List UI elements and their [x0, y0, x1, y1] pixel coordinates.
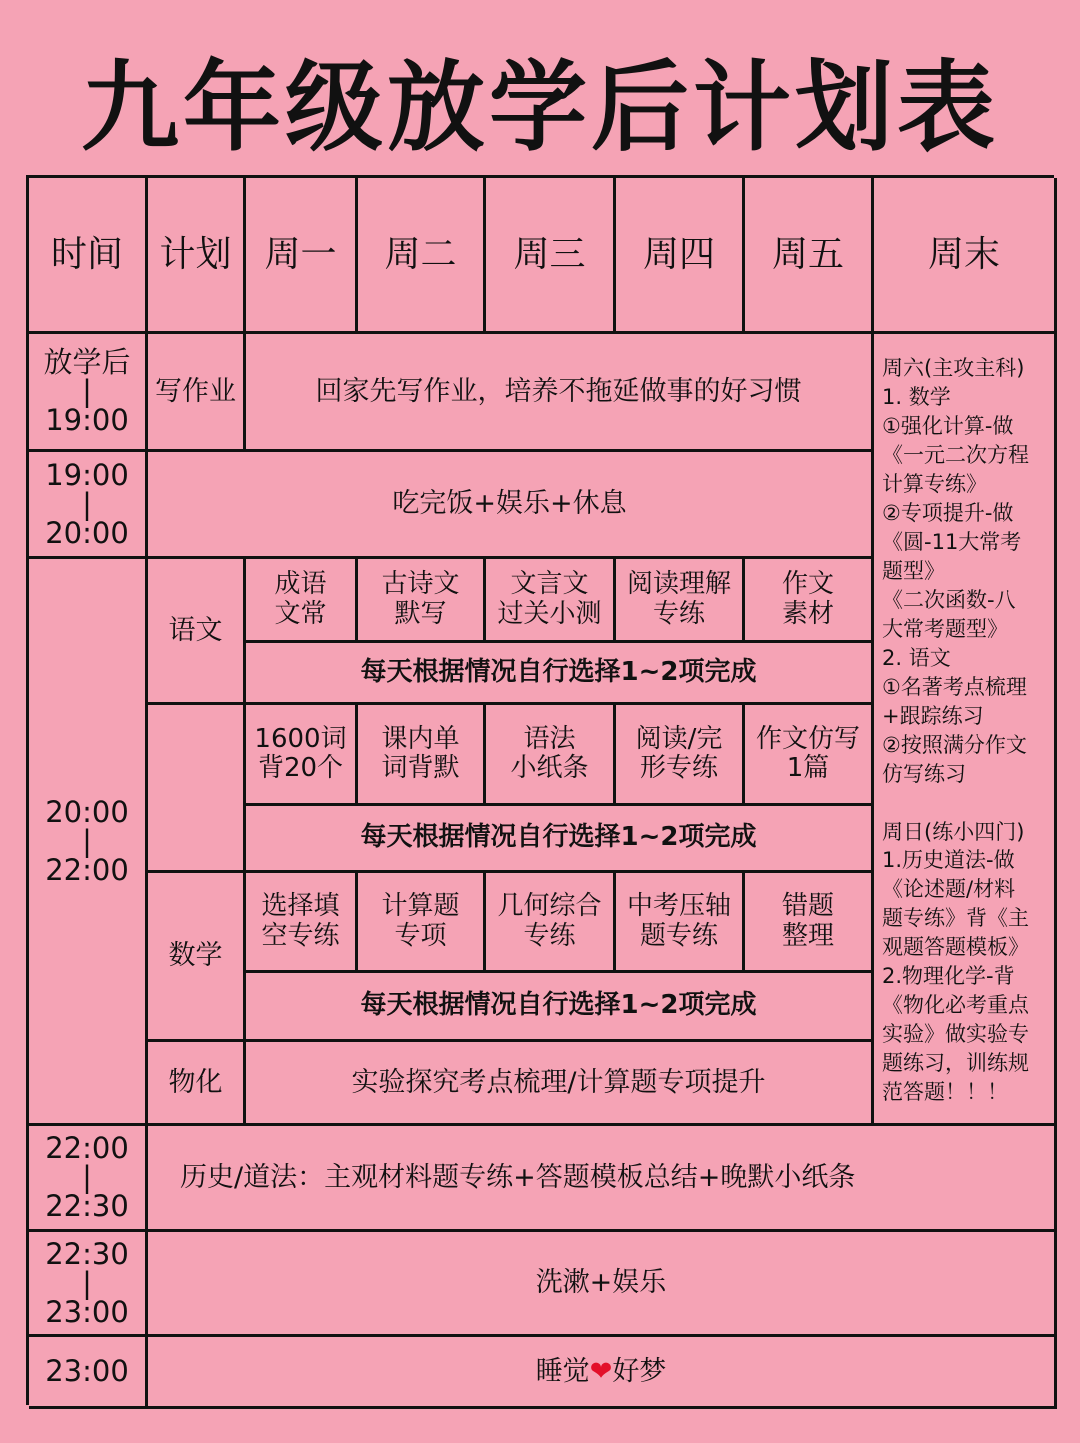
english-note: 每天根据情况自行选择1~2项完成 — [246, 806, 874, 873]
dinner-content: 吃完饭+娱乐+休息 — [148, 452, 874, 559]
math-note: 每天根据情况自行选择1~2项完成 — [246, 973, 874, 1042]
header-time: 时间 — [29, 178, 148, 334]
english-item: 作文仿写 1篇 — [745, 705, 874, 806]
chinese-item: 阅读理解 专练 — [616, 559, 745, 643]
wash-content: 洗漱+娱乐 — [148, 1232, 1057, 1337]
math-item: 几何综合 专练 — [486, 873, 616, 973]
time-22-2230: 22:00 | 22:30 — [29, 1126, 148, 1232]
header-plan: 计划 — [148, 178, 246, 334]
sleep-text: 睡觉 — [535, 1355, 590, 1387]
math-item: 选择填 空专练 — [246, 873, 358, 973]
subject-english — [148, 705, 246, 873]
history-content: 历史/道法：主观材料题专练+答题模板总结+晚默小纸条 — [148, 1126, 1057, 1232]
dream-text: 好梦 — [612, 1355, 667, 1387]
page-title: 九年级放学后计划表 — [80, 51, 999, 165]
chinese-item: 成语 文常 — [246, 559, 358, 643]
english-item: 课内单 词背默 — [358, 705, 486, 806]
chinese-item: 文言文 过关小测 — [486, 559, 616, 643]
header-weekend: 周末 — [874, 178, 1057, 334]
time-after-school: 放学后 | 19:00 — [29, 334, 148, 452]
chinese-item: 古诗文 默写 — [358, 559, 486, 643]
header-wednesday: 周三 — [486, 178, 616, 334]
subject-chinese: 语文 — [148, 559, 246, 705]
heart-icon: ❤ — [589, 1355, 613, 1387]
english-item: 语法 小纸条 — [486, 705, 616, 806]
physics-chemistry-content: 实验探究考点梳理/计算题专项提升 — [246, 1042, 874, 1126]
chinese-item: 作文 素材 — [745, 559, 874, 643]
plan-homework: 写作业 — [148, 334, 246, 452]
header-tuesday: 周二 — [358, 178, 486, 334]
time-19-20: 19:00 | 20:00 — [29, 452, 148, 559]
chinese-note: 每天根据情况自行选择1~2项完成 — [246, 643, 874, 705]
time-2230-23: 22:30 | 23:00 — [29, 1232, 148, 1337]
math-item: 错题 整理 — [745, 873, 874, 973]
english-item: 阅读/完 形专练 — [616, 705, 745, 806]
header-friday: 周五 — [745, 178, 874, 334]
time-23: 23:00 — [29, 1337, 148, 1409]
subject-physics-chemistry: 物化 — [148, 1042, 246, 1126]
english-item: 1600词 背20个 — [246, 705, 358, 806]
time-20-22: 20:00 | 22:00 — [29, 559, 148, 1126]
header-monday: 周一 — [246, 178, 358, 334]
homework-content: 回家先写作业，培养不拖延做事的好习惯 — [246, 334, 874, 452]
math-item: 计算题 专项 — [358, 873, 486, 973]
sleep-content — [148, 1337, 1057, 1409]
header-thursday: 周四 — [616, 178, 745, 334]
schedule-table — [26, 175, 1054, 1405]
math-item: 中考压轴 题专练 — [616, 873, 745, 973]
weekend-plan: 周六(主攻主科) 1. 数学 ①强化计算-做 《一元二次方程 计算专练》 ②专项提升-做 《圆-11大常考 题型》 《二次函数-八 大常考题型》 2. 语文 ①名著考点梳理 +跟踪练习 ②按照满分作文 仿写练习 周日(练小四门) 1.历史道法-做 《论述题/材料 题专练》背《主 观题答题模板》 2.物理化学-背 《物化必考重点 实验》做实验专 题练习，训练规 范答题！！！ — [874, 334, 1057, 1126]
subject-math: 数学 — [148, 873, 246, 1042]
